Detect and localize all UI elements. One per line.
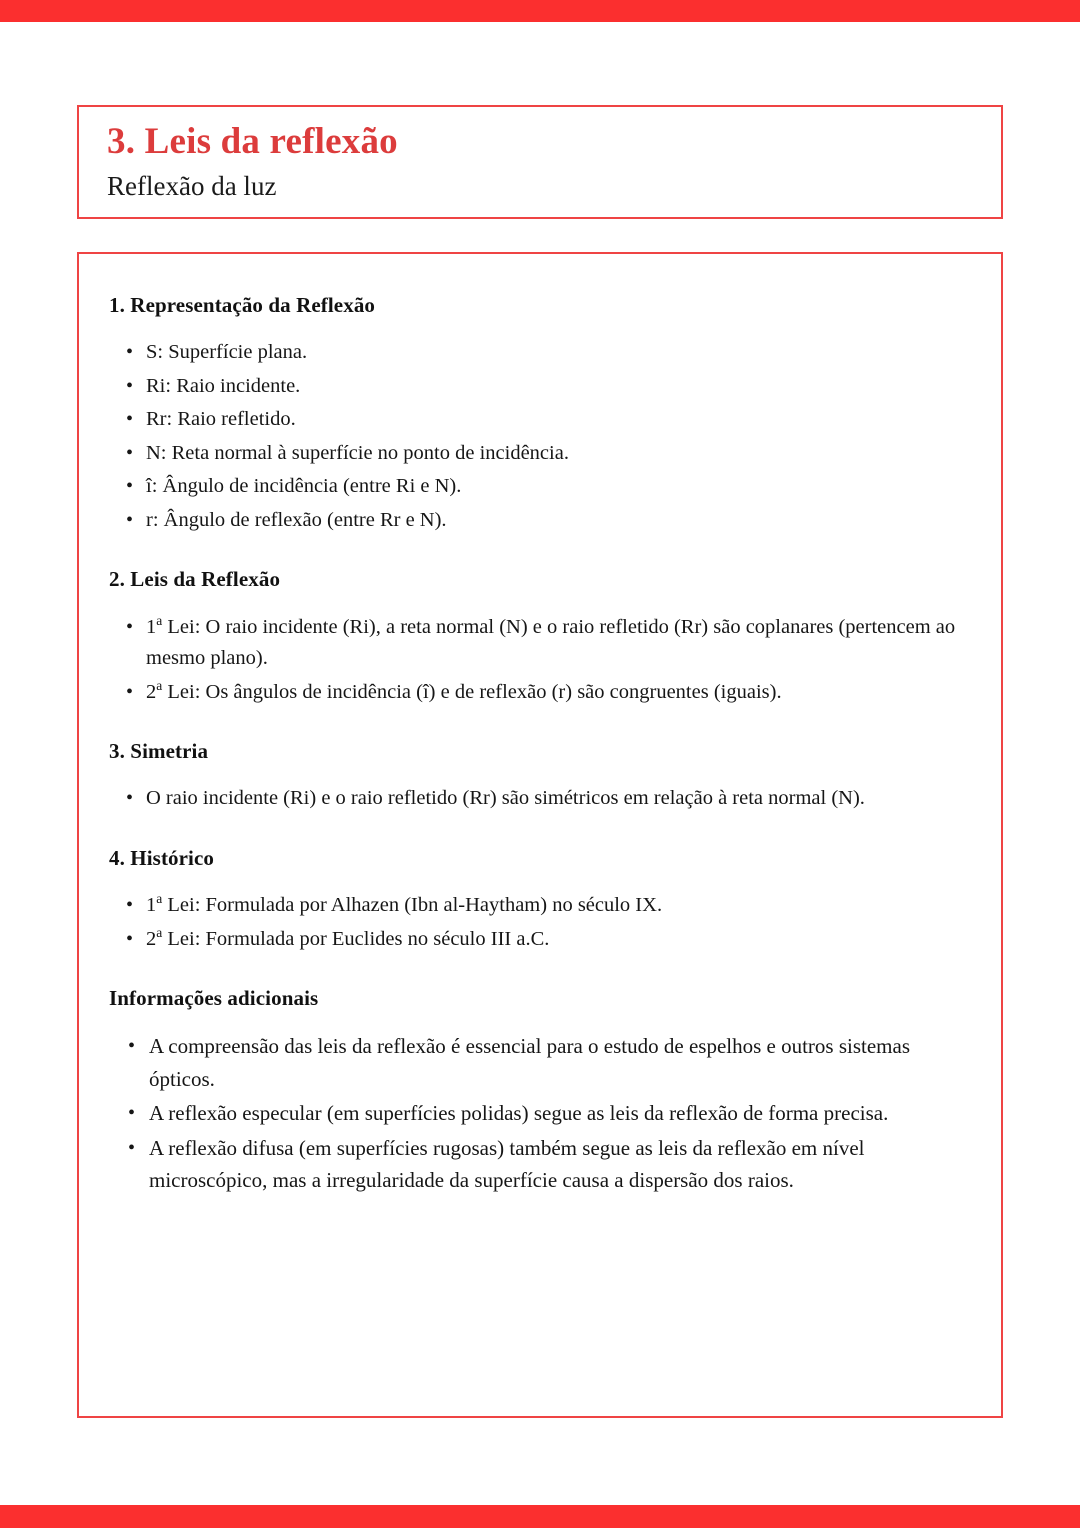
section-heading: 3. Simetria [109,739,209,764]
list-item: • A compreensão das leis da reflexão é essencial para o estudo de espelhos e outros sistemas ópticos. [109,1030,975,1095]
title-card [77,105,1003,219]
bullet-list [109,1030,975,1197]
bullet-list [109,783,975,815]
list-item: • 1$^a$ Lei: O raio incidente (Ri), a reta normal (N) e o raio refletido (Rr) são coplanares (pertencem ao mesmo plano). [109,612,975,675]
content-card [77,252,1003,1418]
bullet-list [109,890,975,955]
section-heading: 4. Histórico [109,845,215,870]
list-item: • S: Superfície plana. [109,337,975,369]
list-item: • Ri: Raio incidente. [109,371,975,403]
page-title: 3. Leis da reflexão [107,121,398,162]
document-page [0,22,1080,1505]
list-item: • 1$^a$ Lei: Formulada por Alhazen (Ibn al-Haytham) no século IX. [109,890,975,922]
section-informacoes-adicionais [109,985,975,1197]
list-item: • A reflexão difusa (em superfícies rugosas) também segue as leis da reflexão em nível microscópico, mas a irregularidade da superfície causa a dispersão dos raios. [109,1132,975,1197]
title-card-inner [79,107,1001,202]
list-item: • 2$^a$ Lei: Formulada por Euclides no século III a.C. [109,924,975,956]
section-leis [109,566,975,708]
page-subtitle: Reflexão da luz [107,170,277,201]
list-item: • O raio incidente (Ri) e o raio refletido (Rr) são simétricos em relação à reta normal (N). [109,783,975,815]
list-item: • 2$^a$ Lei: Os ângulos de incidência (î) e de reflexão (r) são congruentes (iguais). [109,677,975,709]
list-item: • î: Ângulo de incidência (entre Ri e N). [109,471,975,503]
section-heading: Informações adicionais [109,986,319,1011]
section-heading: 1. Representação da Reflexão [109,293,376,317]
top-accent-bar [0,0,1080,22]
section-heading: 2. Leis da Reflexão [109,567,281,592]
section-representacao [109,292,975,536]
list-item: • r: Ângulo de reflexão (entre Rr e N). [109,505,975,537]
list-item: • A reflexão especular (em superfícies polidas) segue as leis da reflexão de forma precisa. [109,1097,975,1130]
bullet-list [109,337,975,536]
list-item: • N: Reta normal à superfície no ponto de incidência. [109,438,975,470]
content-body [79,254,1001,1197]
bullet-list [109,612,975,709]
list-item: • Rr: Raio refletido. [109,404,975,436]
bottom-accent-bar [0,1505,1080,1528]
section-historico [109,845,975,955]
section-simetria [109,738,975,815]
